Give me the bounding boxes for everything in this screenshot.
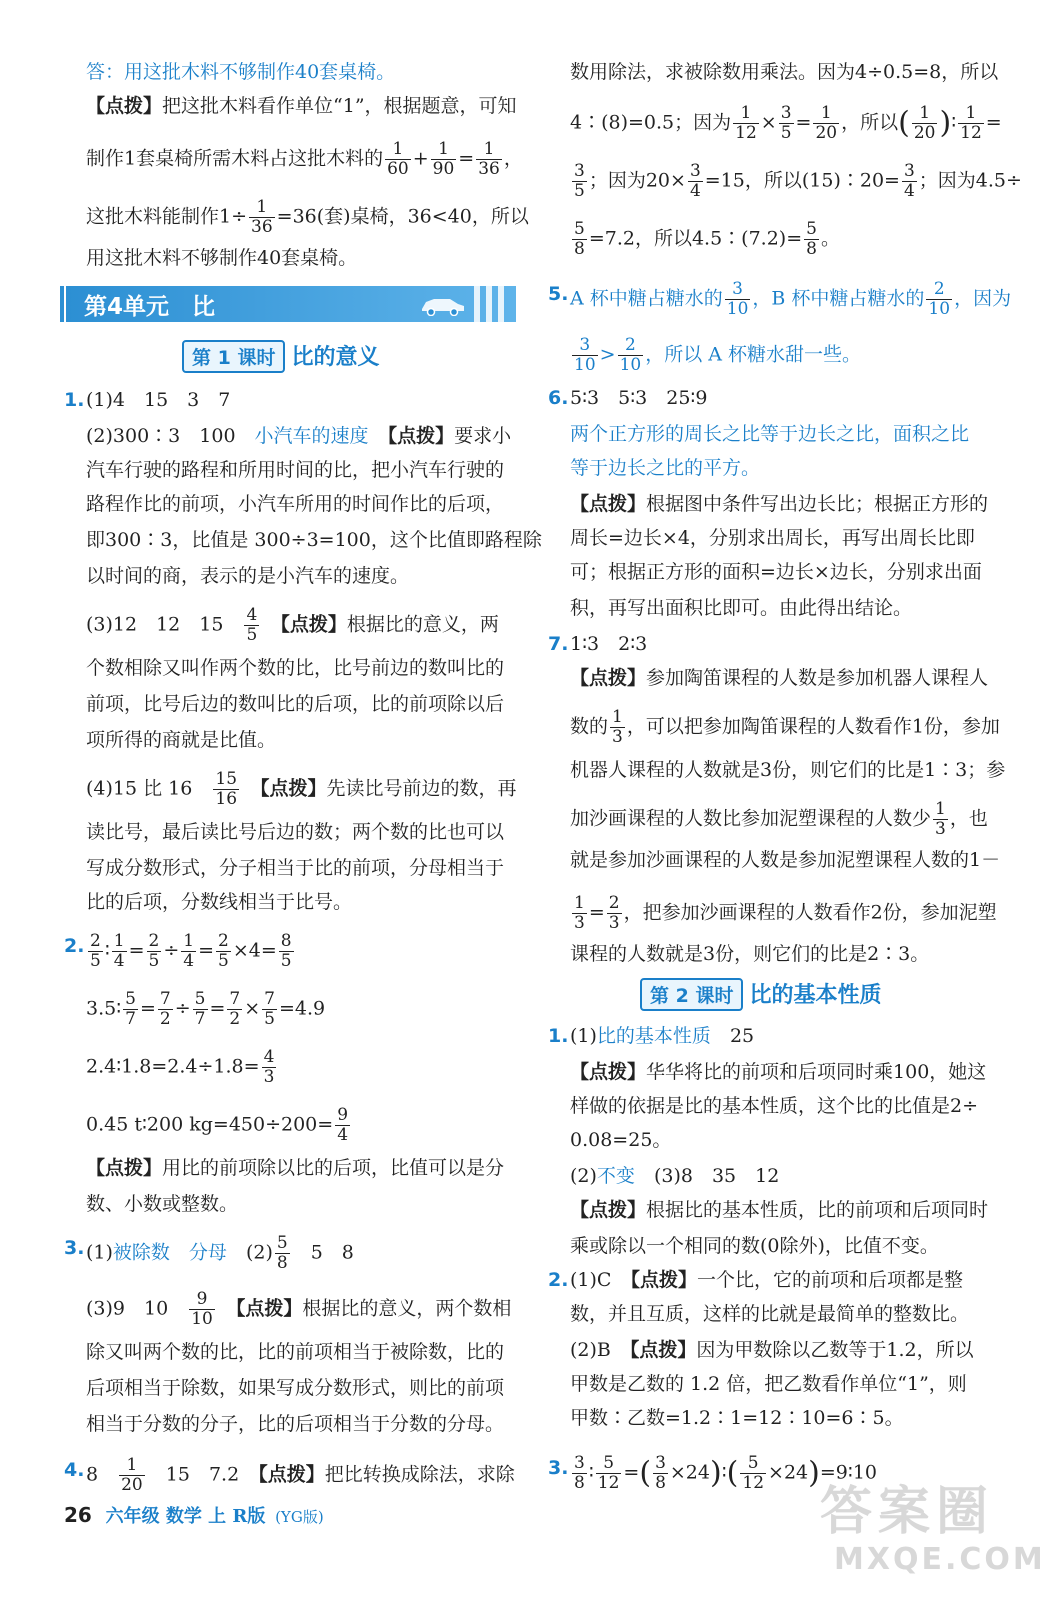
- equation-line: $\frac{2}{5}$ ∶ $\frac{1}{4}$ = $\frac{2}{5}$ ÷ $\frac{1}{4}$ = $\frac{2}{5}$ ×4= $\frac{8}{5}$: [90, 931, 292, 971]
- answer-text: A 杯中糖占糖水的: [570, 287, 723, 310]
- tip-line: 加沙画课程的人数比参加泥塑课程的人数少 $\frac{1}{3}$ ，也: [570, 799, 988, 839]
- question-number: 6.: [548, 387, 569, 409]
- answer-line: [86, 422, 511, 450]
- unit-title: 第4单元 比: [84, 294, 216, 320]
- tip-line: 数，并且互质，这样的比就是最简单的整数比。: [570, 1303, 970, 1325]
- answer-text: (1): [570, 1025, 597, 1047]
- tip-line: 用这批木料不够制作40套桌椅。: [86, 247, 358, 269]
- car-icon: [418, 294, 468, 316]
- answer-highlight: 比的基本性质: [596, 1025, 711, 1047]
- equation-text: 2.4∶1.8=2.4÷1.8=: [86, 1055, 260, 1078]
- tip-line: 比的后项，分数线相当于比号。: [86, 891, 353, 913]
- tip-line: 以时间的商，表示的是小汽车的速度。: [86, 565, 410, 587]
- answer-line: A 杯中糖占糖水的 $\frac{3}{10}$ ，B 杯中糖占糖水的 $\frac{2}{10}$ ，因为: [570, 279, 1012, 319]
- question-number: 2.: [64, 935, 85, 957]
- tip-line: 除又叫两个数的比，比的前项相当于被除数，比的: [86, 1341, 505, 1363]
- tip-line: 制作1套桌椅所需木料占这批木料的 $\frac{1}{60}$ + $\frac{1}{90}$ = $\frac{1}{36}$ ，: [86, 139, 523, 179]
- tip-line: 数的 $\frac{1}{3}$ ，可以把参加陶笛课程的人数看作1份，参加: [570, 707, 1000, 747]
- answer-highlight: 不变: [596, 1165, 635, 1187]
- answer-text: (3)12 12 15: [86, 613, 224, 636]
- equation-text: 0.45 t∶200 kg=450÷200=: [86, 1113, 334, 1136]
- tip-text: ；因为20×: [588, 169, 686, 192]
- tip-line: 课程的人数就是3份，则它们的比是2∶3。: [570, 943, 930, 965]
- answer-text: 8: [86, 1463, 99, 1486]
- tip-line: 乘或除以一个相同的数(0除外)，比值不变。: [570, 1235, 939, 1257]
- tip-line: 数、小数或整数。: [86, 1193, 239, 1215]
- tip-line: 【点拨】华华将比的前项和后项同时乘100，她这: [570, 1061, 987, 1083]
- answer-line: [86, 606, 499, 645]
- answer-text: 5 8: [291, 1241, 354, 1264]
- question-number: 4.: [64, 1459, 85, 1481]
- tip-text: ，也: [949, 807, 988, 830]
- tip-text: ，可以把参加陶笛课程的人数看作1份，参加: [626, 715, 1000, 738]
- book-title: 六年级 数学 上 R版: [105, 1506, 266, 1527]
- lesson-label: 第 2 课时: [640, 978, 743, 1011]
- tip-line: $\frac{3}{5}$ ；因为20× $\frac{3}{4}$ =15，所以(15)∶20= $\frac{3}{4}$ ；因为4.5÷: [574, 161, 1022, 201]
- answer-text: 25: [710, 1025, 755, 1047]
- equation-line: 0.45 t∶200 kg=450÷200= $\frac{9}{4}$: [86, 1105, 349, 1145]
- answer-text: (3)8 35 12: [634, 1165, 780, 1187]
- tip-line: 【点拨】用比的前项除以比的后项，比值可以是分: [86, 1157, 505, 1179]
- tip-line: 4∶(8)=0.5；因为 $\frac{1}{12}$ × $\frac{3}{5}$ = $\frac{1}{20}$ ，所以( $\frac{1}{20}$ )∶ $\frac{1}{12}$ =: [570, 103, 1002, 143]
- answer-line: (2)B 【点拨】因为甲数除以乙数等于1.2，所以: [570, 1339, 974, 1361]
- answer-text: ，所以 A 杯糖水甜一些。: [645, 343, 862, 366]
- tip-text: =7.2，所以4.5∶(7.2)=: [588, 227, 803, 250]
- question-number: 5.: [548, 283, 569, 305]
- watermark-title: 答案圈: [820, 1482, 995, 1542]
- question-number: 3.: [64, 1237, 85, 1259]
- tip-line: 相当于分数的分子，比的后项相当于分数的分母。: [86, 1413, 505, 1435]
- answer-text: (4)15 比 16: [86, 777, 193, 800]
- fraction: $\frac{1}{60}$: [387, 139, 409, 179]
- stripes-decoration: [470, 286, 510, 322]
- banner-edge: [60, 286, 64, 322]
- tip-line: 汽车行驶的路程和所用时间的比，把小汽车行驶的: [86, 459, 505, 481]
- answer-text: (3)9 10: [86, 1297, 169, 1320]
- tip-text: ，所以: [841, 111, 899, 134]
- tip-text: 【点拨】先读比号前边的数，再: [260, 777, 517, 800]
- tip-line: 【点拨】参加陶笛课程的人数是参加机器人课程人: [570, 667, 989, 689]
- tip-line: 前项，比号后边的数叫比的后项，比的前项除以后: [86, 693, 505, 715]
- tip-line: 后项相当于除数，如果写成分数形式，则比的前项: [86, 1377, 505, 1399]
- lesson-1-header: [182, 340, 379, 373]
- unit-banner: [66, 286, 516, 322]
- answer-line: [570, 1022, 754, 1050]
- tip-line: 甲数是乙数的 1.2 倍，把乙数看作单位“1”，则: [570, 1373, 967, 1395]
- tip-text: ，把参加沙画课程的人数看作2份，参加泥塑: [623, 901, 997, 924]
- fraction: $\frac{1}{90}$: [432, 139, 455, 179]
- lesson-name: 比的基本性质: [749, 983, 882, 1008]
- question-number: 1.: [64, 389, 85, 411]
- tip-line: 个数相除又叫作两个数的比，比号前边的数叫比的: [86, 657, 505, 679]
- tip-line: 读比号，最后读比号后边的数；两个数的比也可以: [86, 821, 505, 843]
- equation-text: =9∶10: [819, 1461, 877, 1484]
- tip-line: 样做的依据是比的基本性质，这个比的比值是2÷: [570, 1095, 979, 1117]
- tip-line: 周长=边长×4，分别求出周长，再写出周长比即: [570, 527, 975, 549]
- answer-text: (2): [226, 1241, 273, 1264]
- tip-line: 【点拨】把这批木料看作单位“1”，根据题意，可知: [86, 95, 517, 117]
- answer-text: (1): [86, 1241, 113, 1264]
- answer-line: 8 $\frac{1}{20}$ 15 7.2 【点拨】把比转换成除法，求除: [86, 1455, 515, 1495]
- answer-line: $\frac{3}{10}$ > $\frac{2}{10}$ ，所以 A 杯糖水甜一些。: [574, 335, 862, 375]
- answer-line: [570, 1162, 779, 1190]
- watermark-url: MXQE.COM: [834, 1542, 1046, 1577]
- fraction: $\frac{4}{5}$: [246, 605, 258, 645]
- tip-line: [86, 198, 529, 237]
- answer-highlight: 小汽车的速度: [254, 425, 369, 447]
- question-number: 3.: [548, 1457, 569, 1479]
- question-number: 1.: [548, 1025, 569, 1047]
- answer-text: (2)300∶3 100: [86, 425, 255, 447]
- equation-line: 2.4∶1.8=2.4÷1.8= $\frac{4}{3}$: [86, 1047, 275, 1087]
- question-number: 7.: [548, 633, 569, 655]
- answer-line: 两个正方形的周长之比等于边长之比，面积之比: [570, 423, 970, 445]
- tip-text: =15，所以(15)∶20=: [704, 169, 900, 192]
- edition-label: (YG版): [275, 1508, 324, 1526]
- answer-highlight: 被除数 分母: [112, 1241, 227, 1264]
- answer-line: 1∶3 2∶3: [570, 633, 648, 655]
- answer-line: (1)4 15 3 7: [86, 389, 231, 411]
- tip-line: 项所得的商就是比值。: [86, 729, 277, 751]
- tip-text: 4∶(8)=0.5；因为: [570, 111, 732, 134]
- answer-line: (3)9 10 $\frac{9}{10}$ 【点拨】根据比的意义，两个数相: [86, 1289, 512, 1329]
- answer-line: (1)被除数 分母 (2) $\frac{5}{8}$ 5 8: [86, 1233, 354, 1273]
- lesson-label: 第 1 课时: [182, 340, 285, 373]
- tip-text: 【点拨】根据比的意义，两: [280, 613, 499, 636]
- answer-line: 等于边长之比的平方。: [570, 457, 761, 479]
- fraction: $\frac{1}{36}$: [478, 139, 500, 179]
- tip-text: 【点拨】根据比的意义，两个数相: [235, 1297, 512, 1320]
- page-footer: [64, 1502, 324, 1528]
- tip-line: 机器人课程的人数就是3份，则它们的比是1∶3；参: [570, 759, 1006, 781]
- tip-text: 【点拨】把比转换成除法，求除: [258, 1463, 515, 1486]
- tip-line: 写成分数形式，分子相当于比的前项，分母相当于: [86, 857, 505, 879]
- answer-text: ，因为: [954, 287, 1012, 310]
- tip-text: 这批木料能制作1÷: [86, 205, 248, 228]
- answer-line: [86, 770, 517, 809]
- answer-text: (2): [570, 1165, 597, 1187]
- tip-line: 甲数∶乙数=1.2∶1=12∶10=6∶5。: [570, 1407, 904, 1429]
- fraction: $\frac{15}{16}$: [215, 769, 238, 809]
- tip-text: 制作1套桌椅所需木料占这批木料的: [86, 147, 384, 170]
- tip-text: ；因为4.5÷: [918, 169, 1022, 192]
- tip-line: 路程作比的前项，小汽车所用的时间作比的后项，: [86, 493, 505, 515]
- answer-line: 答：用这批木料不够制作40套桌椅。: [86, 61, 396, 83]
- tip-line: 【点拨】根据比的基本性质，比的前项和后项同时: [570, 1199, 989, 1221]
- lesson-2-header: [640, 978, 881, 1011]
- tip-text: =36(套)桌椅，36<40，所以: [276, 205, 529, 228]
- tip-line: $\frac{1}{3}$ = $\frac{2}{3}$ ，把参加沙画课程的人数看作2份，参加泥塑: [574, 893, 997, 933]
- page-number: 26: [64, 1503, 92, 1527]
- tip-text: 数的: [570, 715, 609, 738]
- equation-line: $\frac{3}{8}$ ∶ $\frac{5}{12}$ =( $\frac{3}{8}$ ×24)∶( $\frac{5}{12}$ ×24)=9∶10: [574, 1453, 877, 1493]
- answer-line: (1)C 【点拨】一个比，它的前项和后项都是整: [570, 1269, 963, 1291]
- fraction: $\frac{1}{36}$: [251, 197, 273, 237]
- tip-text: 【点拨】要求小: [387, 425, 512, 447]
- answer-text: 15 7.2: [165, 1463, 240, 1486]
- question-number: 2.: [548, 1269, 569, 1291]
- tip-line: 可；根据正方形的面积=边长×边长，分别求出面: [570, 561, 982, 583]
- tip-line: 【点拨】根据图中条件写出边长比；根据正方形的: [570, 493, 989, 515]
- tip-line: 积，再写出面积比即可。由此得出结论。: [570, 597, 913, 619]
- equation-line: 3.5∶ $\frac{5}{7}$ = $\frac{7}{2}$ ÷ $\frac{5}{7}$ = $\frac{7}{2}$ × $\frac{7}{5}$ =4.9: [86, 989, 326, 1029]
- tip-line: $\frac{5}{8}$ =7.2，所以4.5∶(7.2)= $\frac{5}{8}$ 。: [574, 219, 840, 259]
- tip-line: 即300∶3，比值是 300÷3=100，这个比值即路程除: [86, 529, 542, 551]
- tip-line: 0.08=25。: [570, 1129, 672, 1151]
- tip-line: 就是参加沙画课程的人数是参加泥塑课程人数的1－: [570, 849, 1001, 871]
- answer-text: ，B 杯中糖占糖水的: [752, 287, 925, 310]
- lesson-name: 比的意义: [291, 345, 380, 370]
- answer-line: 5∶3 5∶3 25∶9: [570, 387, 708, 409]
- tip-line: 数用除法，求被除数用乘法。因为4÷0.5=8，所以: [570, 61, 999, 83]
- watermark: [820, 1482, 1046, 1592]
- tip-text: 加沙画课程的人数比参加泥塑课程的人数少: [570, 807, 932, 830]
